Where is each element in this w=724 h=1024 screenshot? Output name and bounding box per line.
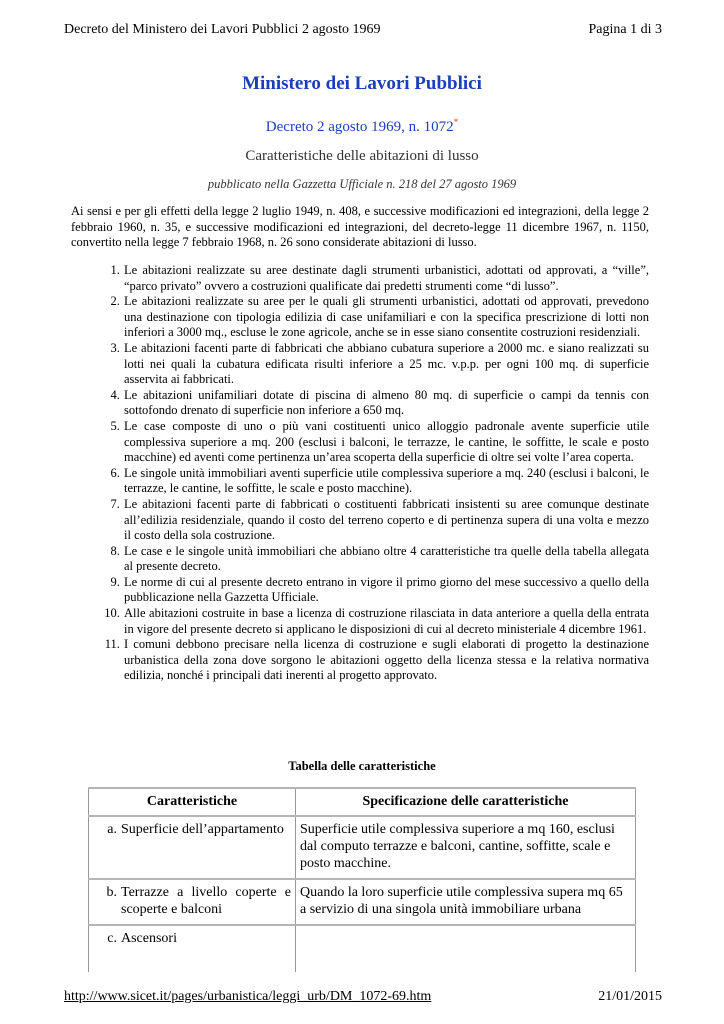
list-item: 11. I comuni debbono precisare nella licenza di costruzione e sugli elaborati di progetto la destinazione urbanistica della zona dove sorgono le abitazioni oggetto della licenza stessa e la relativa normativa edilizia, nonché i principali dati inerenti al progetto approvato. (123, 637, 649, 684)
list-item: 2. Le abitazioni realizzate su aree per le quali gli strumenti urbanistici, adottati od approvati, prevedono una destinazione con tipologia edilizia di case unifamiliari e con la specifica prescrizione di lotti non inferiori a 3000 mq., escluse le zone agricole, anche se in esse siano consentite costruzioni residenziali. (123, 294, 649, 341)
decree-text: Decreto 2 agosto 1969, n. 1072 (265, 119, 454, 135)
characteristic-name: Ascensori (121, 931, 177, 946)
column-header: Specificazione delle caratteristiche (296, 788, 636, 816)
specification-cell: Superficie utile complessiva superiore a mq 160, esclusi dal computo terrazze e balconi, cantine, soffitte, scale e posto macchine. (296, 816, 636, 879)
characteristic-name: Superficie dell’appartamento (121, 822, 284, 837)
characteristic-name: Terrazze a livello coperte e scoperte e balconi (121, 885, 291, 917)
characteristic-cell (89, 925, 296, 972)
specification-cell: Quando la loro superficie utile complessiva supera mq 65 a servizio di una singola unità immobiliare urbana (296, 879, 636, 925)
row-letter: a. (107, 822, 117, 837)
row-letter: b. (106, 885, 117, 900)
intro-paragraph: Ai sensi e per gli effetti della legge 2 luglio 1949, n. 408, e successive modificazioni ed integrazioni, della legge 2 febbraio 1960, n. 35, e successive modificazioni ed integrazioni, del decreto-legge 11 dicembre 1967, n. 1150, convertito nella legge 7 febbraio 1968, n. 26 sono considerate abitazioni di lusso. (71, 204, 649, 250)
list-item: 7. Le abitazioni facenti parte di fabbricati o costituenti fabbricati insistenti su aree comunque destinate all’edilizia residenziale, quando il costo del terreno coperto e di pertinenza supera di una volta e mezzo il costo della sola costruzione. (123, 497, 649, 544)
table-row (89, 816, 636, 879)
publication-note: pubblicato nella Gazzetta Ufficiale n. 218 del 27 agosto 1969 (207, 177, 517, 191)
header-page-number: Pagina 1 di 3 (588, 22, 662, 37)
article-list (71, 263, 649, 684)
list-item: 8. Le case e le singole unità immobiliari che abbiano oltre 4 caratteristiche tra quelle della tabella allegata al presente decreto. (123, 544, 649, 575)
page-footer (64, 989, 662, 1005)
print-date: 21/01/2015 (598, 989, 662, 1004)
row-letter: c. (107, 931, 117, 946)
footnote-link[interactable]: * (453, 117, 459, 127)
list-item: 3. Le abitazioni facenti parte di fabbricati che abbiano cubatura superiore a 2000 mc. e siano realizzati su lotti nei quali la cubatura edificata risulti inferiore a 25 mc. v.p.p. per ogni 100 mq. di superficie asservita ai fabbricati. (123, 341, 649, 388)
table-row (89, 925, 636, 972)
specification-cell (296, 925, 636, 972)
list-item: 4. Le abitazioni unifamiliari dotate di piscina di almeno 80 mq. di superficie o campi da tennis con sottofondo drenato di superficie non inferiore a 650 mq. (123, 388, 649, 419)
table-header-row (89, 788, 636, 816)
characteristics-table (88, 787, 636, 972)
ministry-title: Ministero dei Lavori Pubblici (242, 73, 482, 94)
list-item: 9. Le norme di cui al presente decreto entrano in vigore il primo giorno del mese successivo a quello della pubblicazione nella Gazzetta Ufficiale. (123, 575, 649, 606)
table-row (89, 879, 636, 925)
header-document-title: Decreto del Ministero dei Lavori Pubblici 2 agosto 1969 (64, 22, 381, 37)
column-header: Caratteristiche (89, 788, 296, 816)
source-url-link[interactable]: http://www.sicet.it/pages/urbanistica/leggi_urb/DM_1072-69.htm (64, 989, 432, 1004)
list-item: 5. Le case composte di uno o più vani costituenti unico alloggio padronale avente superficie utile complessiva superiore a mq. 200 (esclusi i balconi, le terrazze, le cantine, le soffitte, le scale e posto macchine) ed aventi come pertinenza un’area scoperta della superficie di oltre sei volte l’area coperta. (123, 419, 649, 466)
table-caption: Tabella delle caratteristiche (288, 759, 436, 773)
list-item: 10. Alle abitazioni costruite in base a licenza di costruzione rilasciata in data anteriore a quella della entrata in vigore del presente decreto si applicano le disposizioni di cui al decreto ministeriale 4 dicembre 1961. (123, 606, 649, 637)
characteristic-cell (89, 816, 296, 879)
list-item: 6. Le singole unità immobiliari aventi superficie utile complessiva superiore a mq. 240 (esclusi i balconi, le terrazze, le cantine, le soffitte, le scale e posto macchine). (123, 466, 649, 497)
decree-heading (0, 112, 724, 137)
characteristic-cell (89, 879, 296, 925)
decree-subtitle: Caratteristiche delle abitazioni di lusso (245, 148, 479, 164)
page-header (64, 22, 662, 38)
list-item: 1. Le abitazioni realizzate su aree destinate dagli strumenti urbanistici, adottati od approvati, a “ville”, “parco privato” ovvero a costruzioni qualificate dai predetti strumenti come “di lusso”. (123, 263, 649, 294)
